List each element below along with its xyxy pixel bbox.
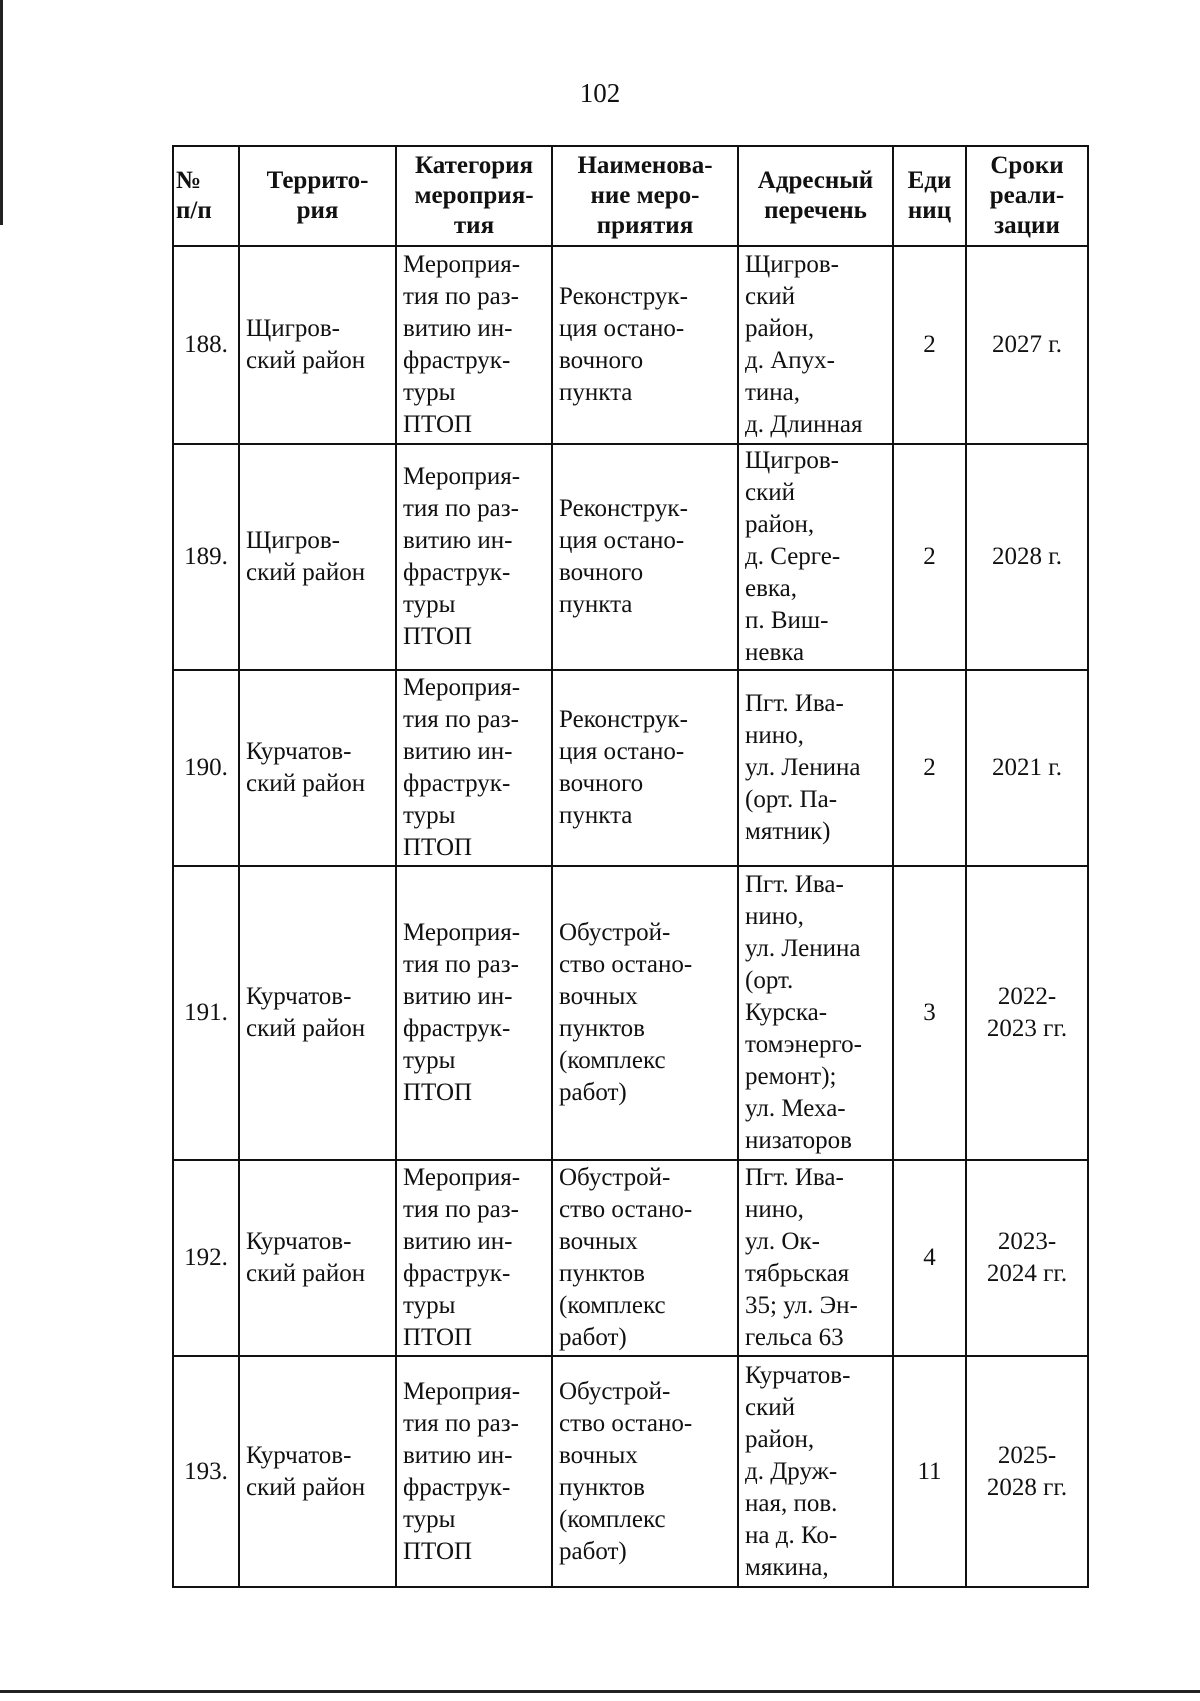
header-category: Категория мероприя- тия bbox=[396, 146, 552, 246]
table-row bbox=[173, 246, 1088, 444]
table-row bbox=[173, 1356, 1088, 1587]
cell-name: Обустрой- ство остано- вочных пунктов (комплекс работ) bbox=[552, 1160, 738, 1356]
cell-name: Реконструк- ция остано- вочного пункта bbox=[552, 246, 738, 444]
cell-units: 4 bbox=[893, 1160, 966, 1356]
header-territory: Террито- рия bbox=[239, 146, 396, 246]
cell-address: Пгт. Ива- нино, ул. Ленина (орт. Па- мятник) bbox=[738, 670, 893, 866]
cell-units: 3 bbox=[893, 866, 966, 1160]
cell-num: 190. bbox=[173, 670, 239, 866]
cell-units: 2 bbox=[893, 444, 966, 670]
cell-address: Щигров- ский район, д. Апух- тина, д. Длинная bbox=[738, 246, 893, 444]
header-units: Еди ниц bbox=[893, 146, 966, 246]
cell-category: Мероприя- тия по раз- витию ин- фраструк- туры ПТОП bbox=[396, 1356, 552, 1587]
cell-category: Мероприя- тия по раз- витию ин- фраструк- туры ПТОП bbox=[396, 1160, 552, 1356]
header-term: Сроки реали- зации bbox=[966, 146, 1088, 246]
cell-term: 2023- 2024 гг. bbox=[966, 1160, 1088, 1356]
cell-category: Мероприя- тия по раз- витию ин- фраструк- туры ПТОП bbox=[396, 866, 552, 1160]
cell-num: 192. bbox=[173, 1160, 239, 1356]
cell-category: Мероприя- тия по раз- витию ин- фраструк- туры ПТОП bbox=[396, 246, 552, 444]
cell-term: 2028 г. bbox=[966, 444, 1088, 670]
cell-term: 2025- 2028 гг. bbox=[966, 1356, 1088, 1587]
cell-name: Обустрой- ство остано- вочных пунктов (комплекс работ) bbox=[552, 866, 738, 1160]
cell-address: Щигров- ский район, д. Серге- евка, п. Виш- невка bbox=[738, 444, 893, 670]
cell-address: Пгт. Ива- нино, ул. Ленина (орт. Курска- томэнерго- ремонт); ул. Меха- низаторов bbox=[738, 866, 893, 1160]
measures-table bbox=[172, 145, 1089, 1588]
table-row bbox=[173, 670, 1088, 866]
cell-num: 193. bbox=[173, 1356, 239, 1587]
cell-territory: Курчатов- ский район bbox=[239, 1356, 396, 1587]
cell-num: 189. bbox=[173, 444, 239, 670]
cell-units: 2 bbox=[893, 246, 966, 444]
scan-edge-left bbox=[0, 0, 3, 225]
cell-term: 2027 г. bbox=[966, 246, 1088, 444]
header-num: № п/п bbox=[173, 146, 239, 246]
cell-territory: Щигров- ский район bbox=[239, 444, 396, 670]
cell-num: 191. bbox=[173, 866, 239, 1160]
cell-territory: Курчатов- ский район bbox=[239, 670, 396, 866]
page-number: 102 bbox=[579, 78, 621, 108]
cell-address: Курчатов- ский район, д. Друж- ная, пов. на д. Ко- мякина, bbox=[738, 1356, 893, 1587]
table-header-row bbox=[173, 146, 1088, 246]
cell-territory: Курчатов- ский район bbox=[239, 866, 396, 1160]
header-name: Наименова- ние меро- приятия bbox=[552, 146, 738, 246]
table-row bbox=[173, 866, 1088, 1160]
cell-name: Обустрой- ство остано- вочных пунктов (комплекс работ) bbox=[552, 1356, 738, 1587]
table-row bbox=[173, 1160, 1088, 1356]
cell-name: Реконструк- ция остано- вочного пункта bbox=[552, 670, 738, 866]
cell-territory: Курчатов- ский район bbox=[239, 1160, 396, 1356]
cell-term: 2021 г. bbox=[966, 670, 1088, 866]
cell-num: 188. bbox=[173, 246, 239, 444]
cell-name: Реконструк- ция остано- вочного пункта bbox=[552, 444, 738, 670]
header-address: Адресный перечень bbox=[738, 146, 893, 246]
cell-address: Пгт. Ива- нино, ул. Ок- тябрьская 35; ул. Эн- гельса 63 bbox=[738, 1160, 893, 1356]
cell-category: Мероприя- тия по раз- витию ин- фраструк- туры ПТОП bbox=[396, 444, 552, 670]
cell-units: 11 bbox=[893, 1356, 966, 1587]
cell-category: Мероприя- тия по раз- витию ин- фраструк- туры ПТОП bbox=[396, 670, 552, 866]
cell-term: 2022- 2023 гг. bbox=[966, 866, 1088, 1160]
table-row bbox=[173, 444, 1088, 670]
scan-edge-bottom bbox=[0, 1690, 1200, 1693]
cell-units: 2 bbox=[893, 670, 966, 866]
cell-territory: Щигров- ский район bbox=[239, 246, 396, 444]
